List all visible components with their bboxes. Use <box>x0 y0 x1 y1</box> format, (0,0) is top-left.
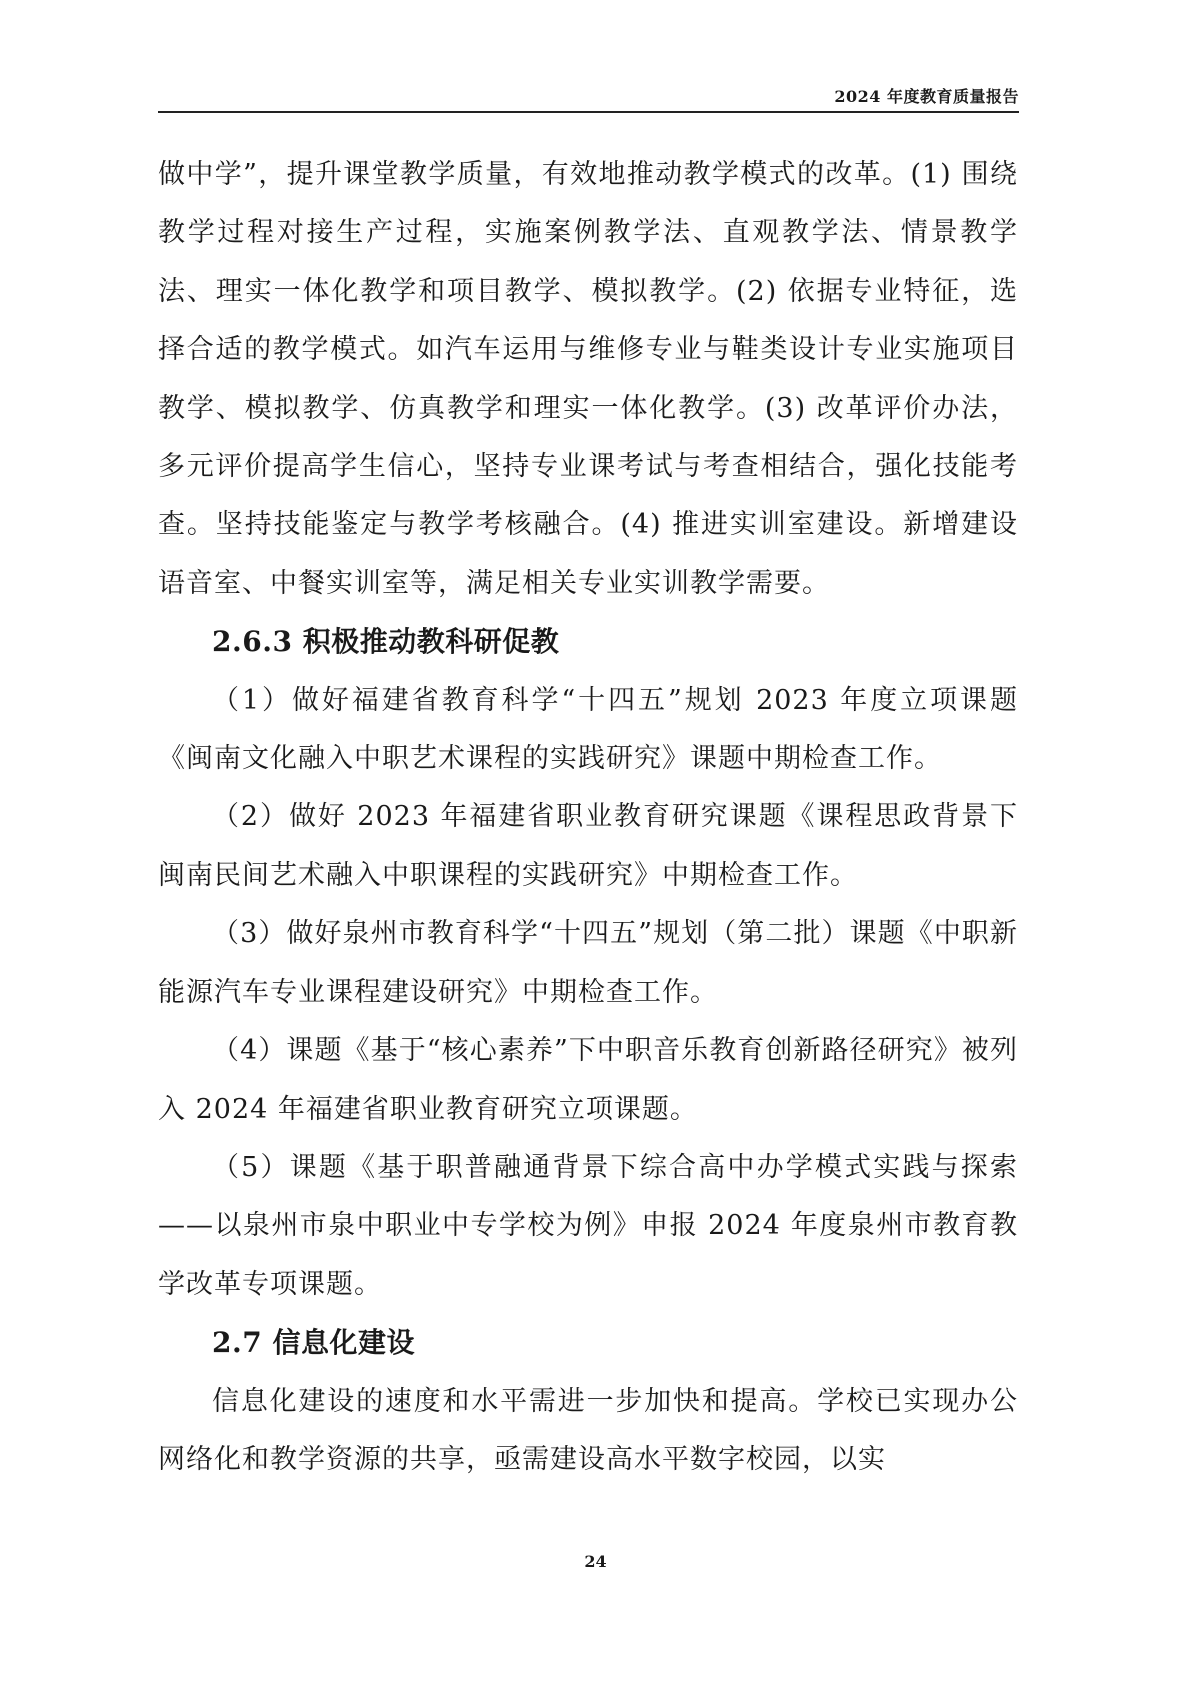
paragraph-teaching-reform: 做中学”，提升课堂教学质量，有效地推动教学模式的改革。(1) 围绕教学过程对接生产过程，实施案例教学法、直观教学法、情景教学法、理实一体化教学和项目教学、模拟教学。(2) 依据专业特征，选择合适的教学模式。如汽车运用与维修专业与鞋类设计专业实施项目教学、模拟教学、仿真教学和理实一体化教学。(3) 改革评价办法，多元评价提高学生信心，坚持专业课考试与考查相结合，强化技能考查。坚持技能鉴定与教学考核融合。(4) 推进实训室建设。新增建设语音室、中餐实训室等，满足相关专业实训教学需要。 <box>158 159 1018 599</box>
research-item-4: （4）课题《基于“核心素养”下中职音乐教育创新路径研究》被列入 2024 年福建省职业教育研究立项课题。 <box>158 1035 1018 1125</box>
section-heading-2-7: 2.7 信息化建设 <box>212 1326 415 1360</box>
paragraph-informatization: 信息化建设的速度和水平需进一步加快和提高。学校已实现办公网络化和教学资源的共享，亟需建设高水平数字校园，以实 <box>158 1385 1018 1475</box>
document-body <box>158 146 1018 1489</box>
page-number: 24 <box>584 1552 607 1571</box>
header-title: 2024 年度教育质量报告 <box>834 87 1019 106</box>
research-item-5: （5）课题《基于职普融通背景下综合高中办学模式实践与探索——以泉州市泉中职业中专学校为例》申报 2024 年度泉州市教育教学改革专项课题。 <box>158 1151 1018 1300</box>
page-header <box>158 80 1019 113</box>
research-item-1: （1）做好福建省教育科学“十四五”规划 2023 年度立项课题《闽南文化融入中职艺术课程的实践研究》课题中期检查工作。 <box>158 684 1018 775</box>
research-item-2: （2）做好 2023 年福建省职业教育研究课题《课程思政背景下闽南民间艺术融入中职课程的实践研究》中期检查工作。 <box>158 801 1018 891</box>
research-item-3: （3）做好泉州市教育科学“十四五”规划（第二批）课题《中职新能源汽车专业课程建设研究》中期检查工作。 <box>158 918 1018 1008</box>
section-heading-2-6-3: 2.6.3 积极推动教科研促教 <box>212 625 560 659</box>
